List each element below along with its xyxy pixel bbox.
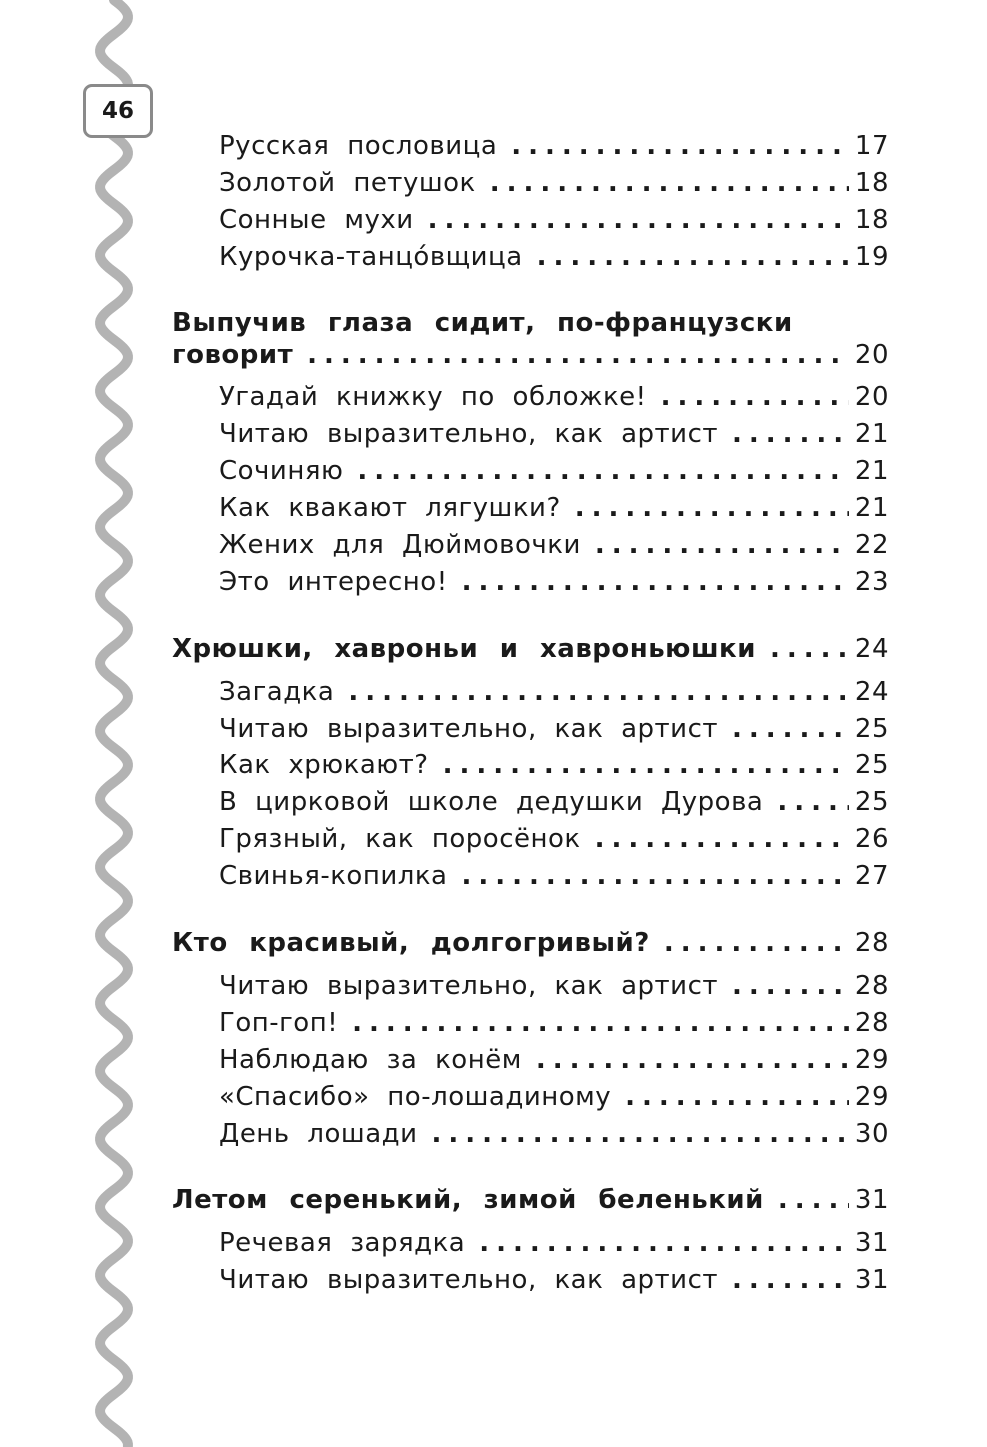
toc-entry-title: Читаю выразительно, как артист [219,419,719,449]
dot-leader [348,677,849,707]
toc-section-title: Летом серенький, зимой беленький [172,1185,764,1215]
toc-entry[interactable] [219,382,889,412]
dot-leader [536,1045,849,1075]
dot-leader [537,242,849,272]
toc-entry-page: 26 [854,824,889,854]
toc-entry[interactable] [219,567,889,597]
toc-entry-title: Читаю выразительно, как артист [219,714,719,744]
toc-entry[interactable] [219,1265,889,1295]
toc-section[interactable] [172,340,889,370]
toc-entry-page: 21 [854,419,889,449]
toc-entry[interactable] [219,714,889,744]
toc-section[interactable] [172,1185,889,1215]
dot-leader [625,1082,849,1112]
dot-leader [357,456,849,486]
toc-entry[interactable] [219,750,889,780]
toc-entry[interactable] [219,1119,889,1149]
toc-entry-title: Свинья-копилка [219,861,448,891]
toc-section-page: 31 [854,1185,889,1215]
toc-entry-title: Как хрюкают? [219,750,429,780]
toc-entry-page: 21 [854,456,889,486]
toc-entry-title: «Спасибо» по-лошадиному [219,1082,612,1112]
dot-leader [732,971,849,1001]
toc-entry-title: В цирковой школе дедушки Дурова [219,787,764,817]
toc-entry[interactable] [219,419,889,449]
toc-entry-title: Жених для Дюймовочки [219,530,581,560]
toc-entry[interactable] [219,456,889,486]
toc-entry-title: Как квакают лягушки? [219,493,561,523]
toc-entry-page: 30 [854,1119,889,1149]
toc-section-title: говорит [172,340,294,370]
toc-entry-title: Наблюдаю за конём [219,1045,522,1075]
dot-leader [307,340,849,370]
toc-entry[interactable] [219,1082,889,1112]
toc-entry[interactable] [219,205,889,235]
toc-entry-page: 29 [854,1082,889,1112]
toc-entry-title: Речевая зарядка [219,1228,466,1258]
toc-entry-title: Гоп-гоп! [219,1008,339,1038]
dot-leader [595,824,849,854]
dot-leader [511,131,849,161]
dot-leader [778,1185,849,1215]
dot-leader [732,1265,849,1295]
toc-entry-title: День лошади [219,1119,418,1149]
toc-entry-page: 25 [854,787,889,817]
dot-leader [770,634,849,664]
toc-entry-title: Золотой петушок [219,168,476,198]
toc-section-page: 28 [854,928,889,958]
toc-entry-title: Русская пословица [219,131,498,161]
toc-entry-page: 18 [854,168,889,198]
toc-entry-title: Сонные мухи [219,205,414,235]
dot-leader [664,928,849,958]
toc-entry-page: 19 [854,242,889,272]
dot-leader [732,714,849,744]
toc-entry[interactable] [219,787,889,817]
toc-entry[interactable] [219,971,889,1001]
toc-entry-page: 21 [854,493,889,523]
toc-entry[interactable] [219,824,889,854]
toc-entry[interactable] [219,530,889,560]
page-number-badge [83,84,153,138]
toc-section-title: Хрюшки, хавроньи и хавроньюшки [172,634,756,664]
toc-entry-page: 29 [854,1045,889,1075]
toc-entry[interactable] [219,1045,889,1075]
toc-entry-title: Читаю выразительно, как артист [219,971,719,1001]
toc-entry-page: 28 [854,1008,889,1038]
dot-leader [428,205,849,235]
toc-entry-title: Курочка-танцо́вщица [219,242,523,272]
toc-entry-title: Сочиняю [219,456,344,486]
toc-entry-page: 23 [854,567,889,597]
toc-entry-page: 22 [854,530,889,560]
dot-leader [777,787,849,817]
dot-leader [461,861,848,891]
toc-entry-title: Загадка [219,677,335,707]
toc-entry[interactable] [219,242,889,272]
toc-entry-page: 18 [854,205,889,235]
toc-entry-page: 24 [854,677,889,707]
toc-section-title-line1[interactable]: Выпучив глаза сидит, по-французски [172,308,793,338]
toc-entry-page: 17 [854,131,889,161]
toc-entry-page: 25 [854,714,889,744]
toc-entry-title: Это интересно! [219,567,448,597]
dot-leader [479,1228,849,1258]
toc-entry[interactable] [219,131,889,161]
toc-entry-title: Грязный, как поросёнок [219,824,581,854]
page-number: 46 [101,98,134,124]
toc-section-page: 24 [854,634,889,664]
toc-entry-page: 27 [854,861,889,891]
toc-entry-title: Угадай книжку по обложке! [219,382,647,412]
toc-section-page: 20 [854,340,889,370]
dot-leader [352,1008,849,1038]
toc-entry-page: 31 [854,1265,889,1295]
dot-leader [595,530,849,560]
dot-leader [490,168,849,198]
toc-section-title: Кто красивый, долгогривый? [172,928,650,958]
dot-leader [432,1119,849,1149]
toc-section[interactable] [172,634,889,664]
dot-leader [443,750,849,780]
toc-entry-page: 20 [854,382,889,412]
dot-leader [575,493,849,523]
toc-section[interactable] [172,928,889,958]
toc-entry-page: 28 [854,971,889,1001]
toc-entry-title: Читаю выразительно, как артист [219,1265,719,1295]
toc-entry[interactable] [219,1008,889,1038]
toc-entry[interactable] [219,861,889,891]
toc-entry[interactable] [219,493,889,523]
toc-entry[interactable] [219,168,889,198]
toc-entry-page: 31 [854,1228,889,1258]
dot-leader [732,419,849,449]
dot-leader [462,567,849,597]
toc-entry[interactable] [219,677,889,707]
toc-entry-page: 25 [854,750,889,780]
toc-entry[interactable] [219,1228,889,1258]
dot-leader [661,382,849,412]
decorative-wave-border [0,0,150,1447]
